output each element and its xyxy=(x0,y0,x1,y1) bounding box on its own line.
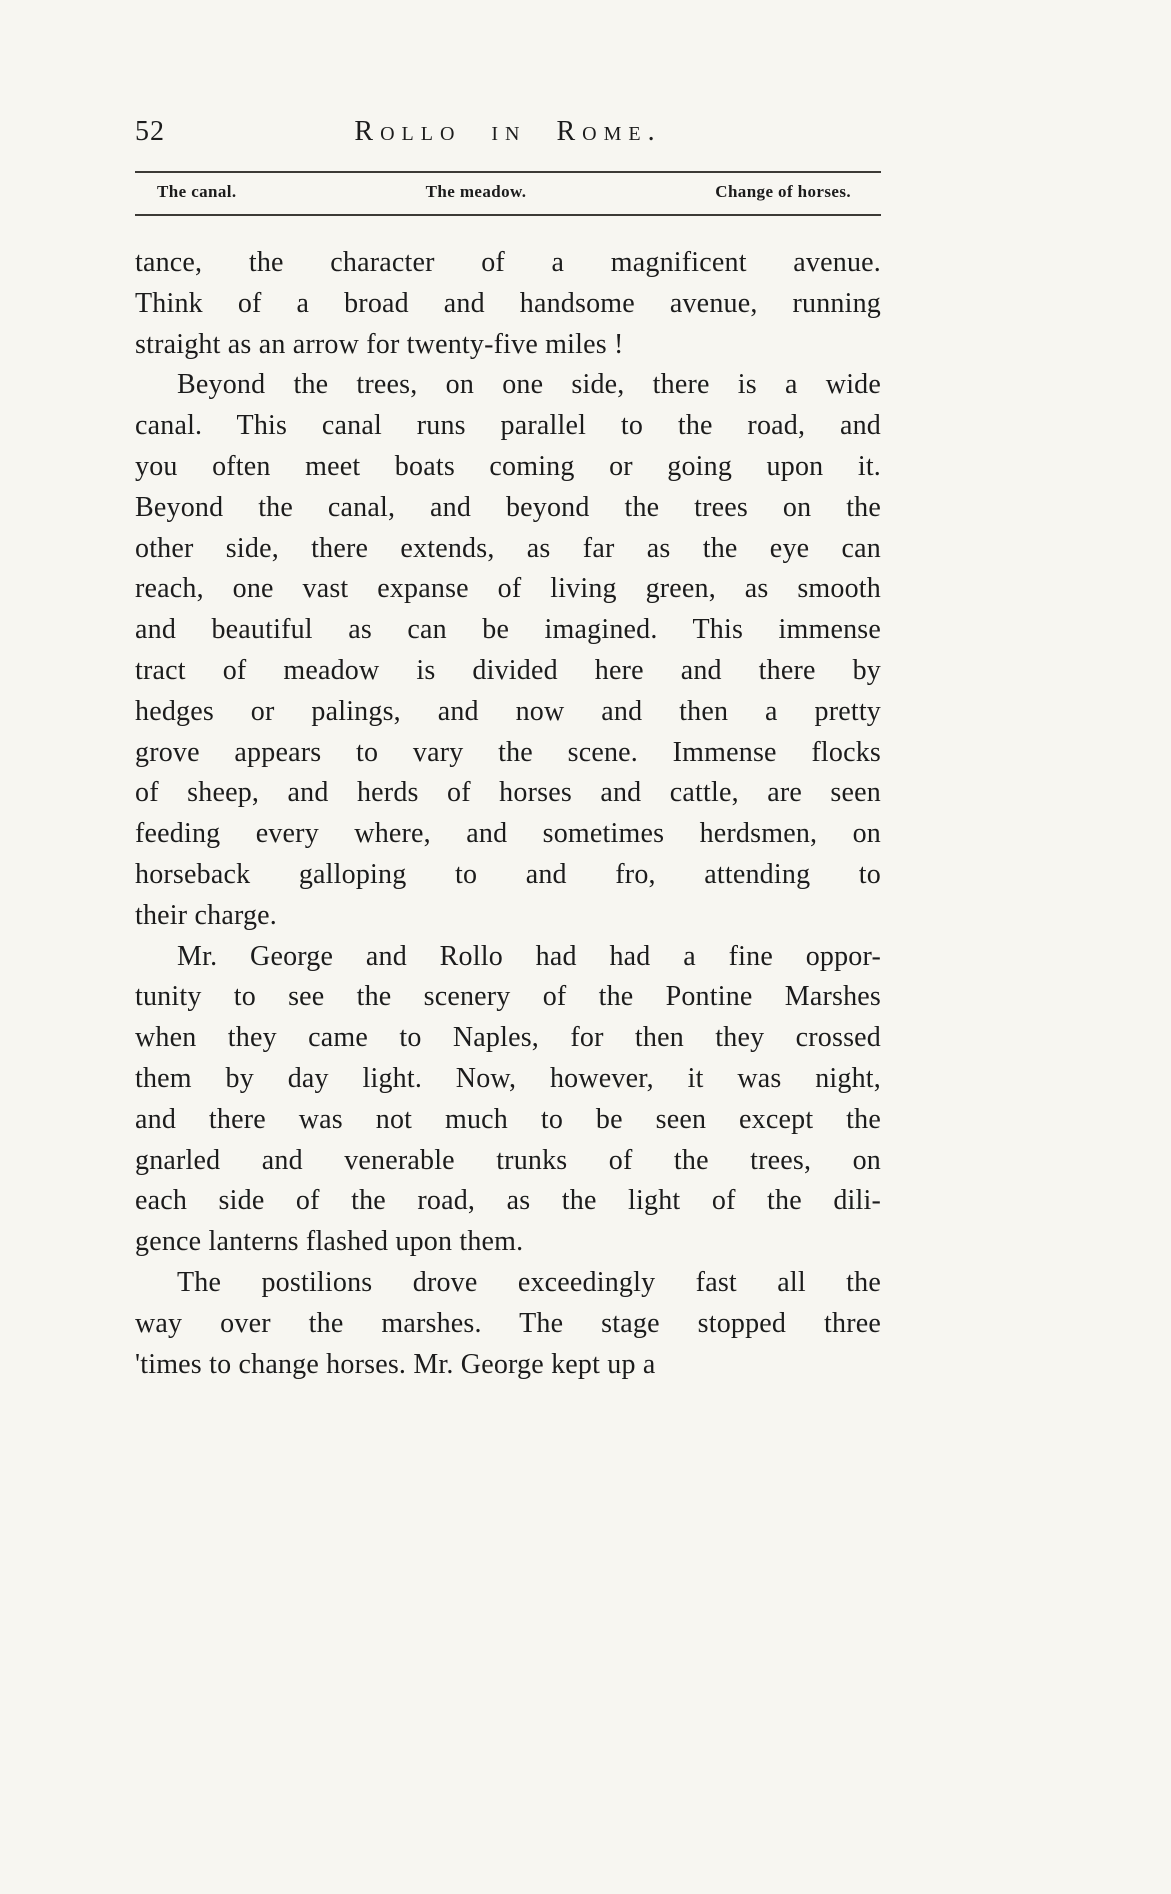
text-line: Mr. George and Rollo had had a fine oppor- xyxy=(177,940,881,972)
paragraph xyxy=(135,1263,881,1385)
text-line: other side, there extends, as far as the eye can xyxy=(135,532,881,564)
text-line: each side of the road, as the light of the dili- xyxy=(135,1185,881,1217)
page-title: Rollo in Rome. xyxy=(354,116,662,147)
text-line: reach, one vast expanse of living green, as smooth xyxy=(135,573,881,605)
text-line: and beautiful as can be imagined. This immense xyxy=(135,614,881,646)
text-line: of sheep, and herds of horses and cattle, are seen xyxy=(135,777,881,809)
text-line: Think of a broad and handsome avenue, running xyxy=(135,287,881,319)
text-line: grove appears to vary the scene. Immense flocks xyxy=(135,736,881,768)
text-line: The postilions drove exceedingly fast all the xyxy=(177,1266,881,1298)
text-line: tunity to see the scenery of the Pontine Marshes xyxy=(135,981,881,1013)
text-line: gence lanterns flashed upon them. xyxy=(135,1226,524,1258)
text-line: their charge. xyxy=(135,899,278,931)
page-header xyxy=(135,116,881,158)
paragraph xyxy=(135,365,881,936)
running-head-box xyxy=(135,171,881,216)
text-line: horseback galloping to and fro, attending to xyxy=(135,858,881,890)
text-line: you often meet boats coming or going upon it. xyxy=(135,450,881,482)
text-line: Beyond the canal, and beyond the trees on the xyxy=(135,491,881,523)
text-line: Beyond the trees, on one side, there is a wide xyxy=(177,369,881,401)
text-line: way over the marshes. The stage stopped three xyxy=(135,1307,881,1339)
text-line: gnarled and venerable trunks of the trees, on xyxy=(135,1144,881,1176)
running-head-left: The canal. xyxy=(157,182,237,201)
text-line: feeding every where, and sometimes herdsmen, on xyxy=(135,818,881,850)
running-head-right: Change of horses. xyxy=(715,182,851,201)
text-line: straight as an arrow for twenty-five miles ! xyxy=(135,328,624,360)
text-line: tance, the character of a magnificent avenue. xyxy=(135,247,881,278)
text-line: them by day light. Now, however, it was night, xyxy=(135,1062,881,1094)
paragraph xyxy=(135,937,881,1263)
page-number: 52 xyxy=(135,116,165,147)
text-line: tract of meadow is divided here and there by xyxy=(135,654,881,686)
text-line: when they came to Naples, for then they crossed xyxy=(135,1022,881,1054)
text-line: hedges or palings, and now and then a pretty xyxy=(135,695,881,727)
text-line: 'times to change horses. Mr. George kept up a xyxy=(135,1348,656,1380)
body-text xyxy=(135,243,881,1385)
text-line: canal. This canal runs parallel to the road, and xyxy=(135,410,881,442)
text-line: and there was not much to be seen except the xyxy=(135,1103,881,1135)
page-content xyxy=(135,116,881,1385)
running-head-center: The meadow. xyxy=(425,182,527,201)
paragraph xyxy=(135,243,881,365)
